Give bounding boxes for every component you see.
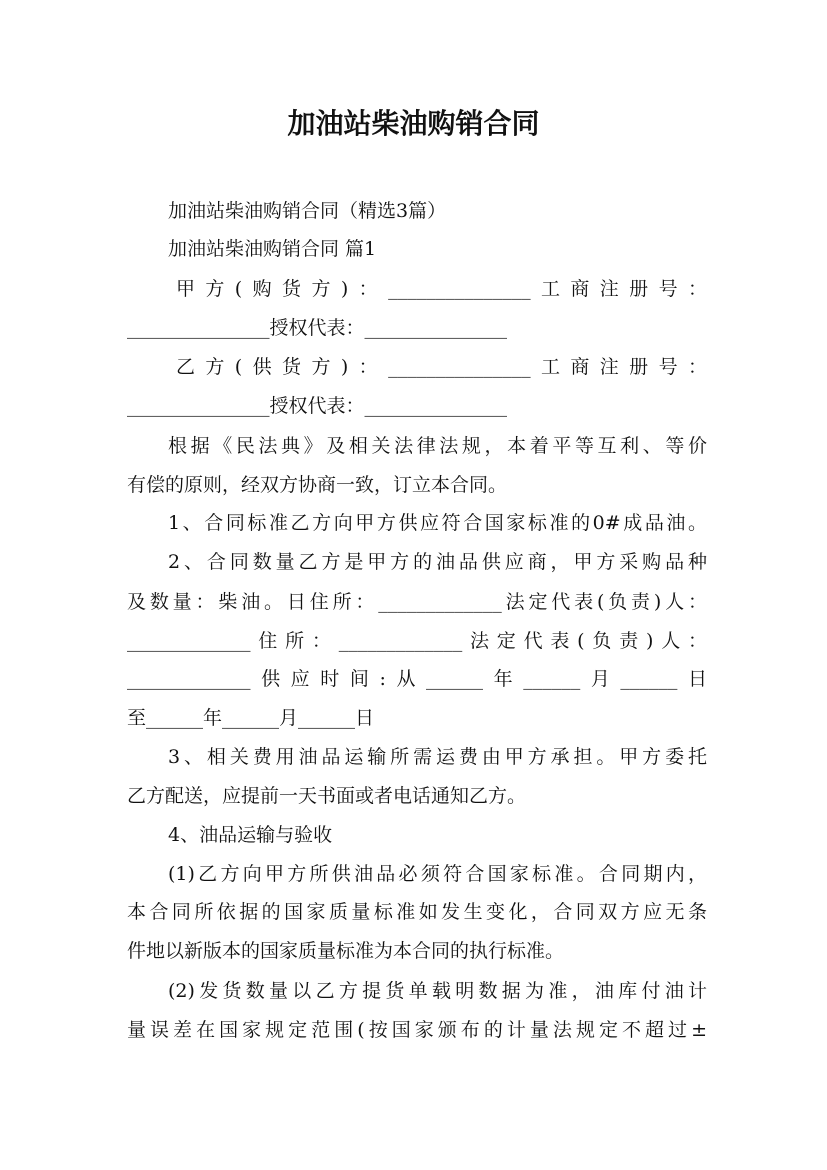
party-b-rep-line: _______________授权代表：_______________: [127, 395, 508, 417]
paragraph-line: 乙方配送，应提前一天书面或者电话通知乙方。: [127, 785, 527, 807]
clause-3-line: 3、相关费用油品运输所需运费由甲方承担。甲方委托: [168, 746, 707, 768]
paragraph-line: _____________住所：_____________法定代表(负责)人：: [127, 630, 707, 652]
section-heading: 加油站柴油购销合同 篇1: [168, 238, 377, 260]
clause-4-2-line: (2)发货数量以乙方提货单载明数据为准，油库付油计: [168, 980, 707, 1002]
paragraph-line: 至______年______月______日: [127, 707, 375, 729]
paragraph-line: 件地以新版本的国家质量标准为本合同的执行标准。: [127, 940, 565, 962]
clause-1-line: 1、合同标准乙方向甲方供应符合国家标准的0#成品油。: [168, 512, 707, 534]
party-b-line: 乙方(供货方)：_______________工商注册号：: [176, 356, 707, 378]
paragraph-line: 本合同所依据的国家质量标准如发生变化，合同双方应无条: [127, 901, 707, 923]
paragraph-line: 有偿的原则，经双方协商一致，订立本合同。: [127, 474, 508, 496]
paragraph-line: 根据《民法典》及相关法律法规，本着平等互利、等价: [168, 435, 707, 457]
clause-4-heading: 4、油品运输与验收: [168, 824, 333, 846]
paragraph-line: 及数量：柴油。日住所：_____________法定代表(负责)人：: [127, 591, 707, 613]
document-title: 加油站柴油购销合同: [287, 107, 540, 140]
party-a-rep-line: _______________授权代表：_______________: [127, 317, 508, 339]
clause-4-1-line: (1)乙方向甲方所供油品必须符合国家标准。合同期内，: [168, 863, 707, 885]
paragraph-line: _____________供应时间:从______年______月______日: [127, 668, 707, 690]
paragraph-line: 量误差在国家规定范围(按国家颁布的计量法规定不超过±: [127, 1019, 707, 1041]
clause-2-line: 2、合同数量乙方是甲方的油品供应商，甲方采购品种: [168, 551, 707, 573]
subtitle-line: 加油站柴油购销合同（精选3篇）: [168, 200, 447, 222]
party-a-line: 甲方(购货方)：_______________工商注册号：: [176, 278, 707, 300]
